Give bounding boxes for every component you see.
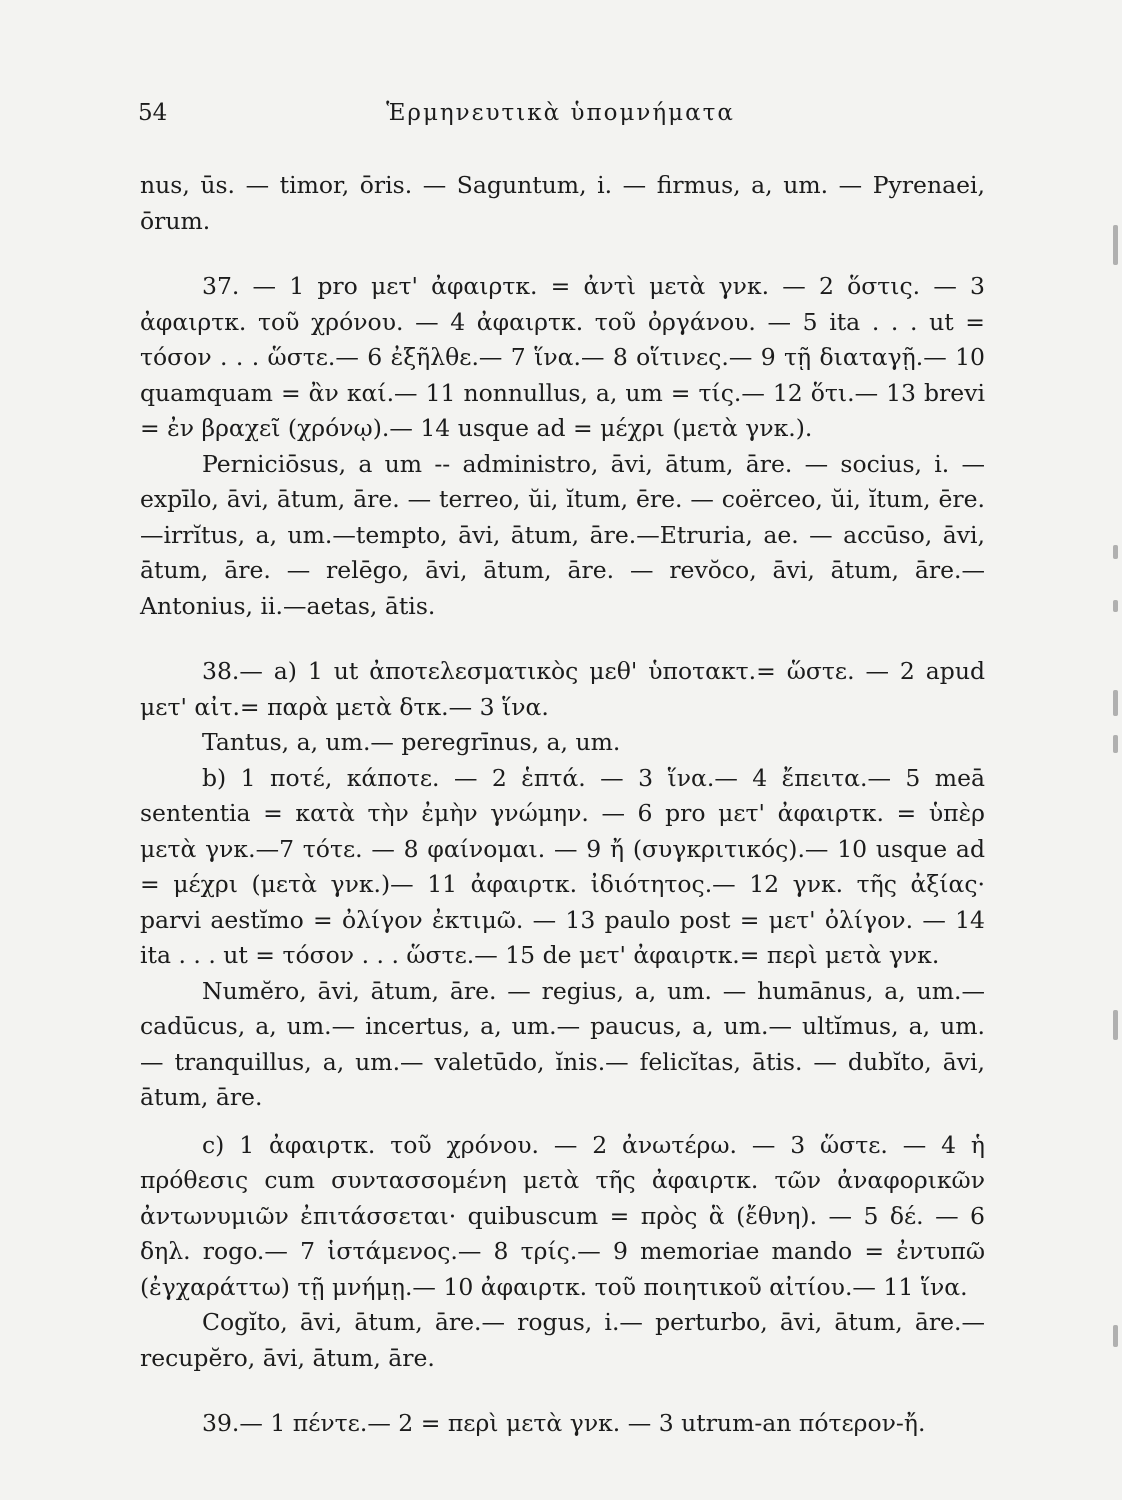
page-number: 54 <box>138 100 168 126</box>
section-38b-vocabulary: Numĕro, āvi, ātum, āre. — regius, a, um. — humānus, a, um.— cadūcus, a, um.— incertus, a, um.— paucus, a, um.— ultĭmus, a, um. — tranquillus, a, um.— valetūdo, ĭnis.— felicĭtas, ātis. — dubĭto, āvi, ātum, āre. <box>140 976 985 1111</box>
section-37-vocabulary: Perniciōsus, a um -- administro, āvi, ātum, āre. — socius, i. — expīlo, āvi, ātum, āre. — terreo, ŭi, ĭtum, ēre. — coërceo, ŭi, ĭtum, ēre.—irrĭtus, a, um.—tempto, āvi, ātum, āre.—Etruria, ae. — accūso, āvi, ātum, āre. — relēgo, āvi, ātum, āre. — revŏco, āvi, ātum, āre.—Antonius, ii.—aetas, ātis. <box>140 449 985 620</box>
section-39-notes: 39.— 1 πέντε.— 2 = περὶ μετὰ γνκ. — 3 utrum-an πότερον-ἤ. <box>202 1409 926 1437</box>
page-body <box>140 168 985 1442</box>
section-38a-notes: 38.— a) 1 ut ἀποτελεσματικὸς μεθ' ὑποτακτ.= ὥστε. — 2 apud μετ' αἰτ.= παρὰ μετὰ δτκ.— 3 ἵνα. <box>140 657 985 721</box>
section-38c-notes: c) 1 ἀφαιρτκ. τοῦ χρόνου. — 2 ἀνωτέρω. — 3 ὥστε. — 4 ἡ πρόθεσις cum συντασσομένη μετὰ τῆς ἀφαιρτκ. τῶν ἀναφορικῶν ἀντωνυμιῶν ἐπιτάσσεται· quibuscum = πρὸς ἃ (ἔθνη). — 5 δέ. — 6 δηλ. rogo.— 7 ἱστάμενος.— 8 τρίς.— 9 memoriae mando = ἐντυπῶ (ἐγχαράττω) τῇ μνήμῃ.— 10 ἀφαιρτκ. τοῦ ποιητικοῦ αἰτίου.— 11 ἵνα. <box>140 1130 985 1301</box>
page-header <box>138 100 983 140</box>
section-38b-notes: b) 1 ποτέ, κάποτε. — 2 ἑπτά. — 3 ἵνα.— 4 ἔπειτα.— 5 meā sententia = κατὰ τὴν ἐμὴν γνώμην. — 6 pro μετ' ἀφαιρτκ. = ὑπὲρ μετὰ γνκ.—7 τότε. — 8 φαίνομαι. — 9 ἤ (συγκριτικός).— 10 usque ad = μέχρι (μετὰ γνκ.)— 11 ἀφαιρτκ. ἰδιότητος.— 12 γνκ. τῆς ἀξίας· parvi aestĭmo = ὀλίγον ἐκτιμῶ. — 13 paulo post = μετ' ὀλίγον. — 14 ita . . . ut = τόσον . . . ὥστε.— 15 de μετ' ἀφαιρτκ.= περὶ μετὰ γνκ. <box>140 763 985 969</box>
paragraph-vocab-continuation: nus, ūs. — timor, ōris. — Saguntum, i. — firmus, a, um. — Pyrenaei, ōrum. <box>140 171 985 235</box>
section-38a-vocabulary: Tantus, a, um.— peregrīnus, a, um. <box>202 728 621 756</box>
running-title: Ἑρμηνευτικὰ ὑπομνήματα <box>386 100 735 126</box>
scan-edge-marks <box>1092 0 1122 1500</box>
section-38c-vocabulary: Cogĭto, āvi, ātum, āre.— rogus, i.— perturbo, āvi, ātum, āre.— recupĕro, āvi, ātum, āre. <box>140 1308 985 1372</box>
section-37-notes: 37. — 1 pro μετ' ἀφαιρτκ. = ἀντὶ μετὰ γνκ. — 2 ὅστις. — 3 ἀφαιρτκ. τοῦ χρόνου. — 4 ἀφαιρτκ. τοῦ ὀργάνου. — 5 ita . . . ut = τόσον . . . ὥστε.— 6 ἐξῆλθε.— 7 ἵνα.— 8 οἵτινες.— 9 τῇ διαταγῇ.— 10 quamquam = ἂν καί.— 11 nonnullus, a, um = τίς.— 12 ὅτι.— 13 brevi = ἐν βραχεῖ (χρόνῳ).— 14 usque ad = μέχρι (μετὰ γνκ.). <box>140 272 985 442</box>
